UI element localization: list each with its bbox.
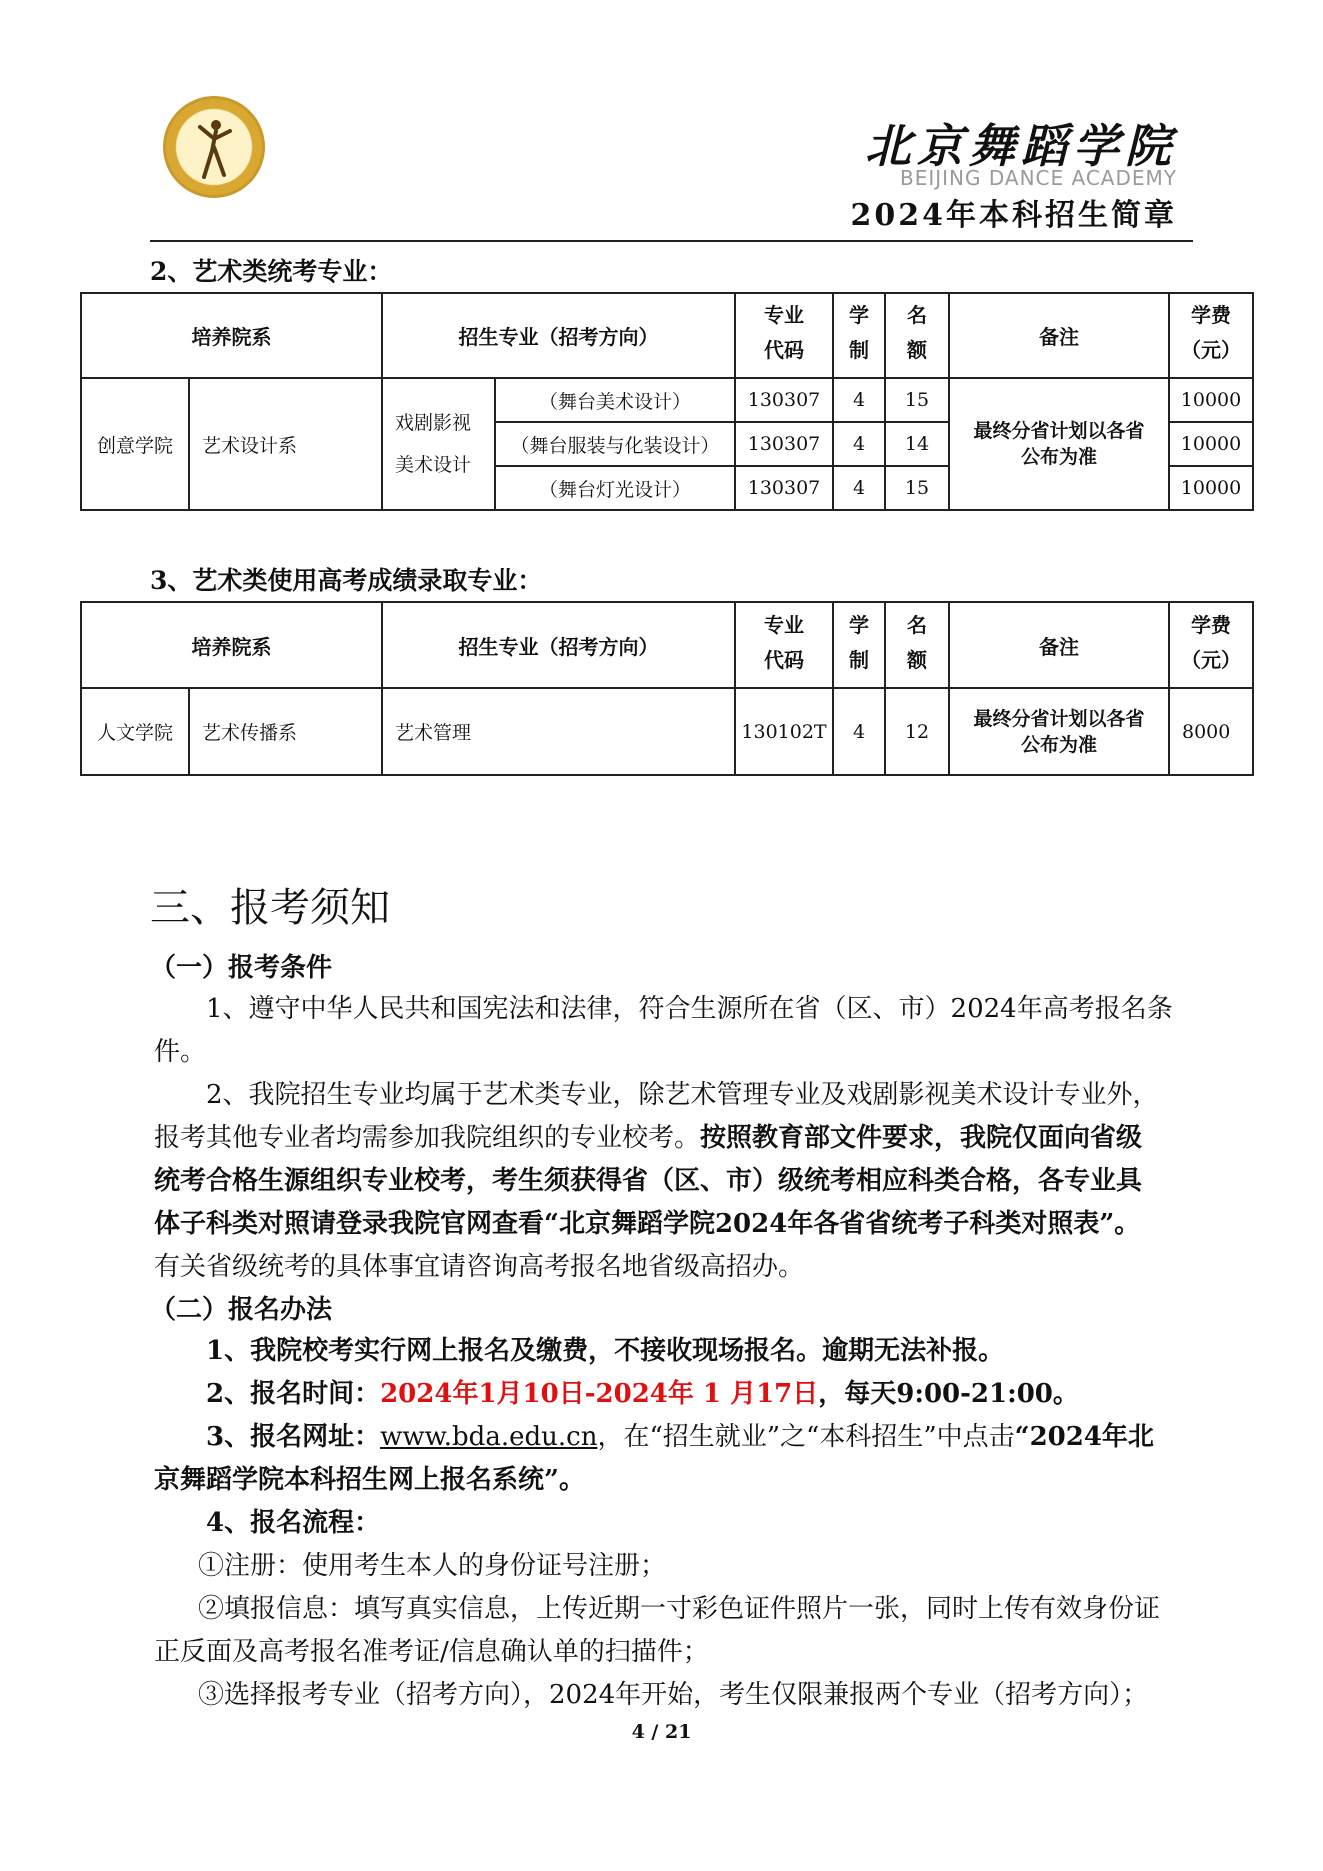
cond1-line1: 1、遵守中华人民共和国宪法和法律，符合生源所在省（区、市）2024年高考报名条: [206, 994, 1173, 1024]
fee-cell: 10000: [1169, 422, 1253, 466]
years-cell: 4: [833, 378, 885, 422]
header-college: 培养院系: [81, 602, 382, 688]
brochure-subtitle: 2024年本科招生简章: [850, 198, 1177, 233]
reg-date-range: 2024年1月10日-2024年 1 月17日: [380, 1379, 819, 1409]
college-cell: 人文学院: [81, 688, 189, 775]
cond2-line5: 有关省级统考的具体事宜请咨询高考报名地省级高招办。: [154, 1252, 805, 1282]
section3-table: [80, 601, 1254, 776]
section3-title: 3、艺术类使用高考成绩录取专业：: [150, 566, 543, 595]
registration-title: （二）报名办法: [150, 1295, 333, 1325]
code-cell: 130307: [735, 378, 833, 422]
cond2-line3: 统考合格生源组织专业校考，考生须获得省（区、市）级统考相应科类合格，各专业具: [154, 1166, 1143, 1196]
header-quota: 名 额: [885, 293, 949, 378]
section2-title: 2、艺术类统考专业：: [150, 257, 393, 286]
page-number: 4 / 21: [631, 1721, 692, 1743]
dancer-figure-icon: [196, 117, 234, 179]
college-cell: 创意学院: [81, 378, 189, 510]
reg3-line2: 京舞蹈学院本科招生网上报名系统”。: [154, 1465, 585, 1495]
cond2-line2: 报考其他专业者均需参加我院组织的专业校考。按照教育部文件要求，我院仅面向省级: [154, 1123, 1143, 1153]
section2-table: [80, 292, 1254, 511]
conditions-paragraph: [154, 988, 1182, 1289]
header-college: 培养院系: [81, 293, 382, 378]
header-fee: 学费 （元）: [1169, 293, 1253, 378]
school-name-cn: 北京舞蹈学院: [865, 119, 1177, 173]
years-cell: 4: [833, 422, 885, 466]
header-quota: 名 额: [885, 602, 949, 688]
note-cell: 最终分省计划以各省 公布为准: [949, 688, 1169, 775]
academy-logo: [163, 96, 265, 198]
header-note: 备注: [949, 293, 1169, 378]
direction-cell: （舞台服装与化装设计）: [495, 422, 735, 466]
header-major: 招生专业（招考方向）: [382, 602, 735, 688]
header-major: 招生专业（招考方向）: [382, 293, 735, 378]
direction-cell: （舞台灯光设计）: [495, 466, 735, 510]
table-header-row: [81, 602, 1253, 688]
dept-cell: 艺术设计系: [189, 378, 382, 510]
cond2-line4: 体子科类对照请登录我院官网查看“北京舞蹈学院2024年各省省统考子科类对照表”。: [154, 1209, 1141, 1239]
header-years: 学 制: [833, 602, 885, 688]
quota-cell: 14: [885, 422, 949, 466]
code-cell: 130307: [735, 422, 833, 466]
notice-title: 三、报考须知: [150, 885, 390, 931]
cond1-line2: 件。: [154, 1037, 207, 1067]
quota-cell: 15: [885, 466, 949, 510]
step2-line1: ②填报信息：填写真实信息，上传近期一寸彩色证件照片一张，同时上传有效身份证: [198, 1594, 1161, 1624]
header-code: 专业 代码: [735, 602, 833, 688]
major-cell: 艺术管理: [382, 688, 735, 775]
step2-line2: 正反面及高考报名准考证/信息确认单的扫描件；: [154, 1637, 709, 1667]
registration-paragraph: [154, 1330, 1182, 1717]
fee-cell: 10000: [1169, 378, 1253, 422]
brand-block: [851, 120, 1178, 234]
school-name-en: BEIJING DANCE ACADEMY: [899, 166, 1177, 190]
major-cell: 戏剧影视 美术设计: [382, 378, 495, 510]
step1-line: ①注册：使用考生本人的身份证号注册；: [198, 1551, 667, 1581]
direction-cell: （舞台美术设计）: [495, 378, 735, 422]
fee-cell: 8000: [1169, 688, 1253, 775]
note-cell: 最终分省计划以各省 公布为准: [949, 378, 1169, 510]
quota-cell: 12: [885, 688, 949, 775]
reg3-line: 3、报名网址：www.bda.edu.cn，在“招生就业”之“本科招生”中点击“2024年北: [206, 1422, 1154, 1452]
reg2-line: 2、报名时间：2024年1月10日-2024年 1 月17日，每天9:00-21:00。: [206, 1379, 1079, 1409]
header-note: 备注: [949, 602, 1169, 688]
table-header-row: [81, 293, 1253, 378]
table-row: [81, 378, 1253, 422]
quota-cell: 15: [885, 378, 949, 422]
header-years: 学 制: [833, 293, 885, 378]
reg4-line: 4、报名流程：: [206, 1508, 381, 1538]
dept-cell: 艺术传播系: [189, 688, 382, 775]
conditions-title: （一）报考条件: [150, 953, 333, 983]
table-row: [81, 688, 1253, 775]
code-cell: 130102T: [735, 688, 833, 775]
header-code: 专业 代码: [735, 293, 833, 378]
fee-cell: 10000: [1169, 466, 1253, 510]
years-cell: 4: [833, 688, 885, 775]
reg1-line: 1、我院校考实行网上报名及缴费，不接收现场报名。逾期无法补报。: [206, 1336, 1005, 1366]
years-cell: 4: [833, 466, 885, 510]
step3-line: ③选择报考专业（招考方向），2024年开始，考生仅限兼报两个专业（招考方向）；: [198, 1680, 1149, 1710]
header-fee: 学费 （元）: [1169, 602, 1253, 688]
code-cell: 130307: [735, 466, 833, 510]
cond2-line1: 2、我院招生专业均属于艺术类专业，除艺术管理专业及戏剧影视美术设计专业外，: [206, 1080, 1159, 1110]
header-divider: [150, 240, 1193, 242]
website-link[interactable]: www.bda.edu.cn: [380, 1422, 598, 1452]
